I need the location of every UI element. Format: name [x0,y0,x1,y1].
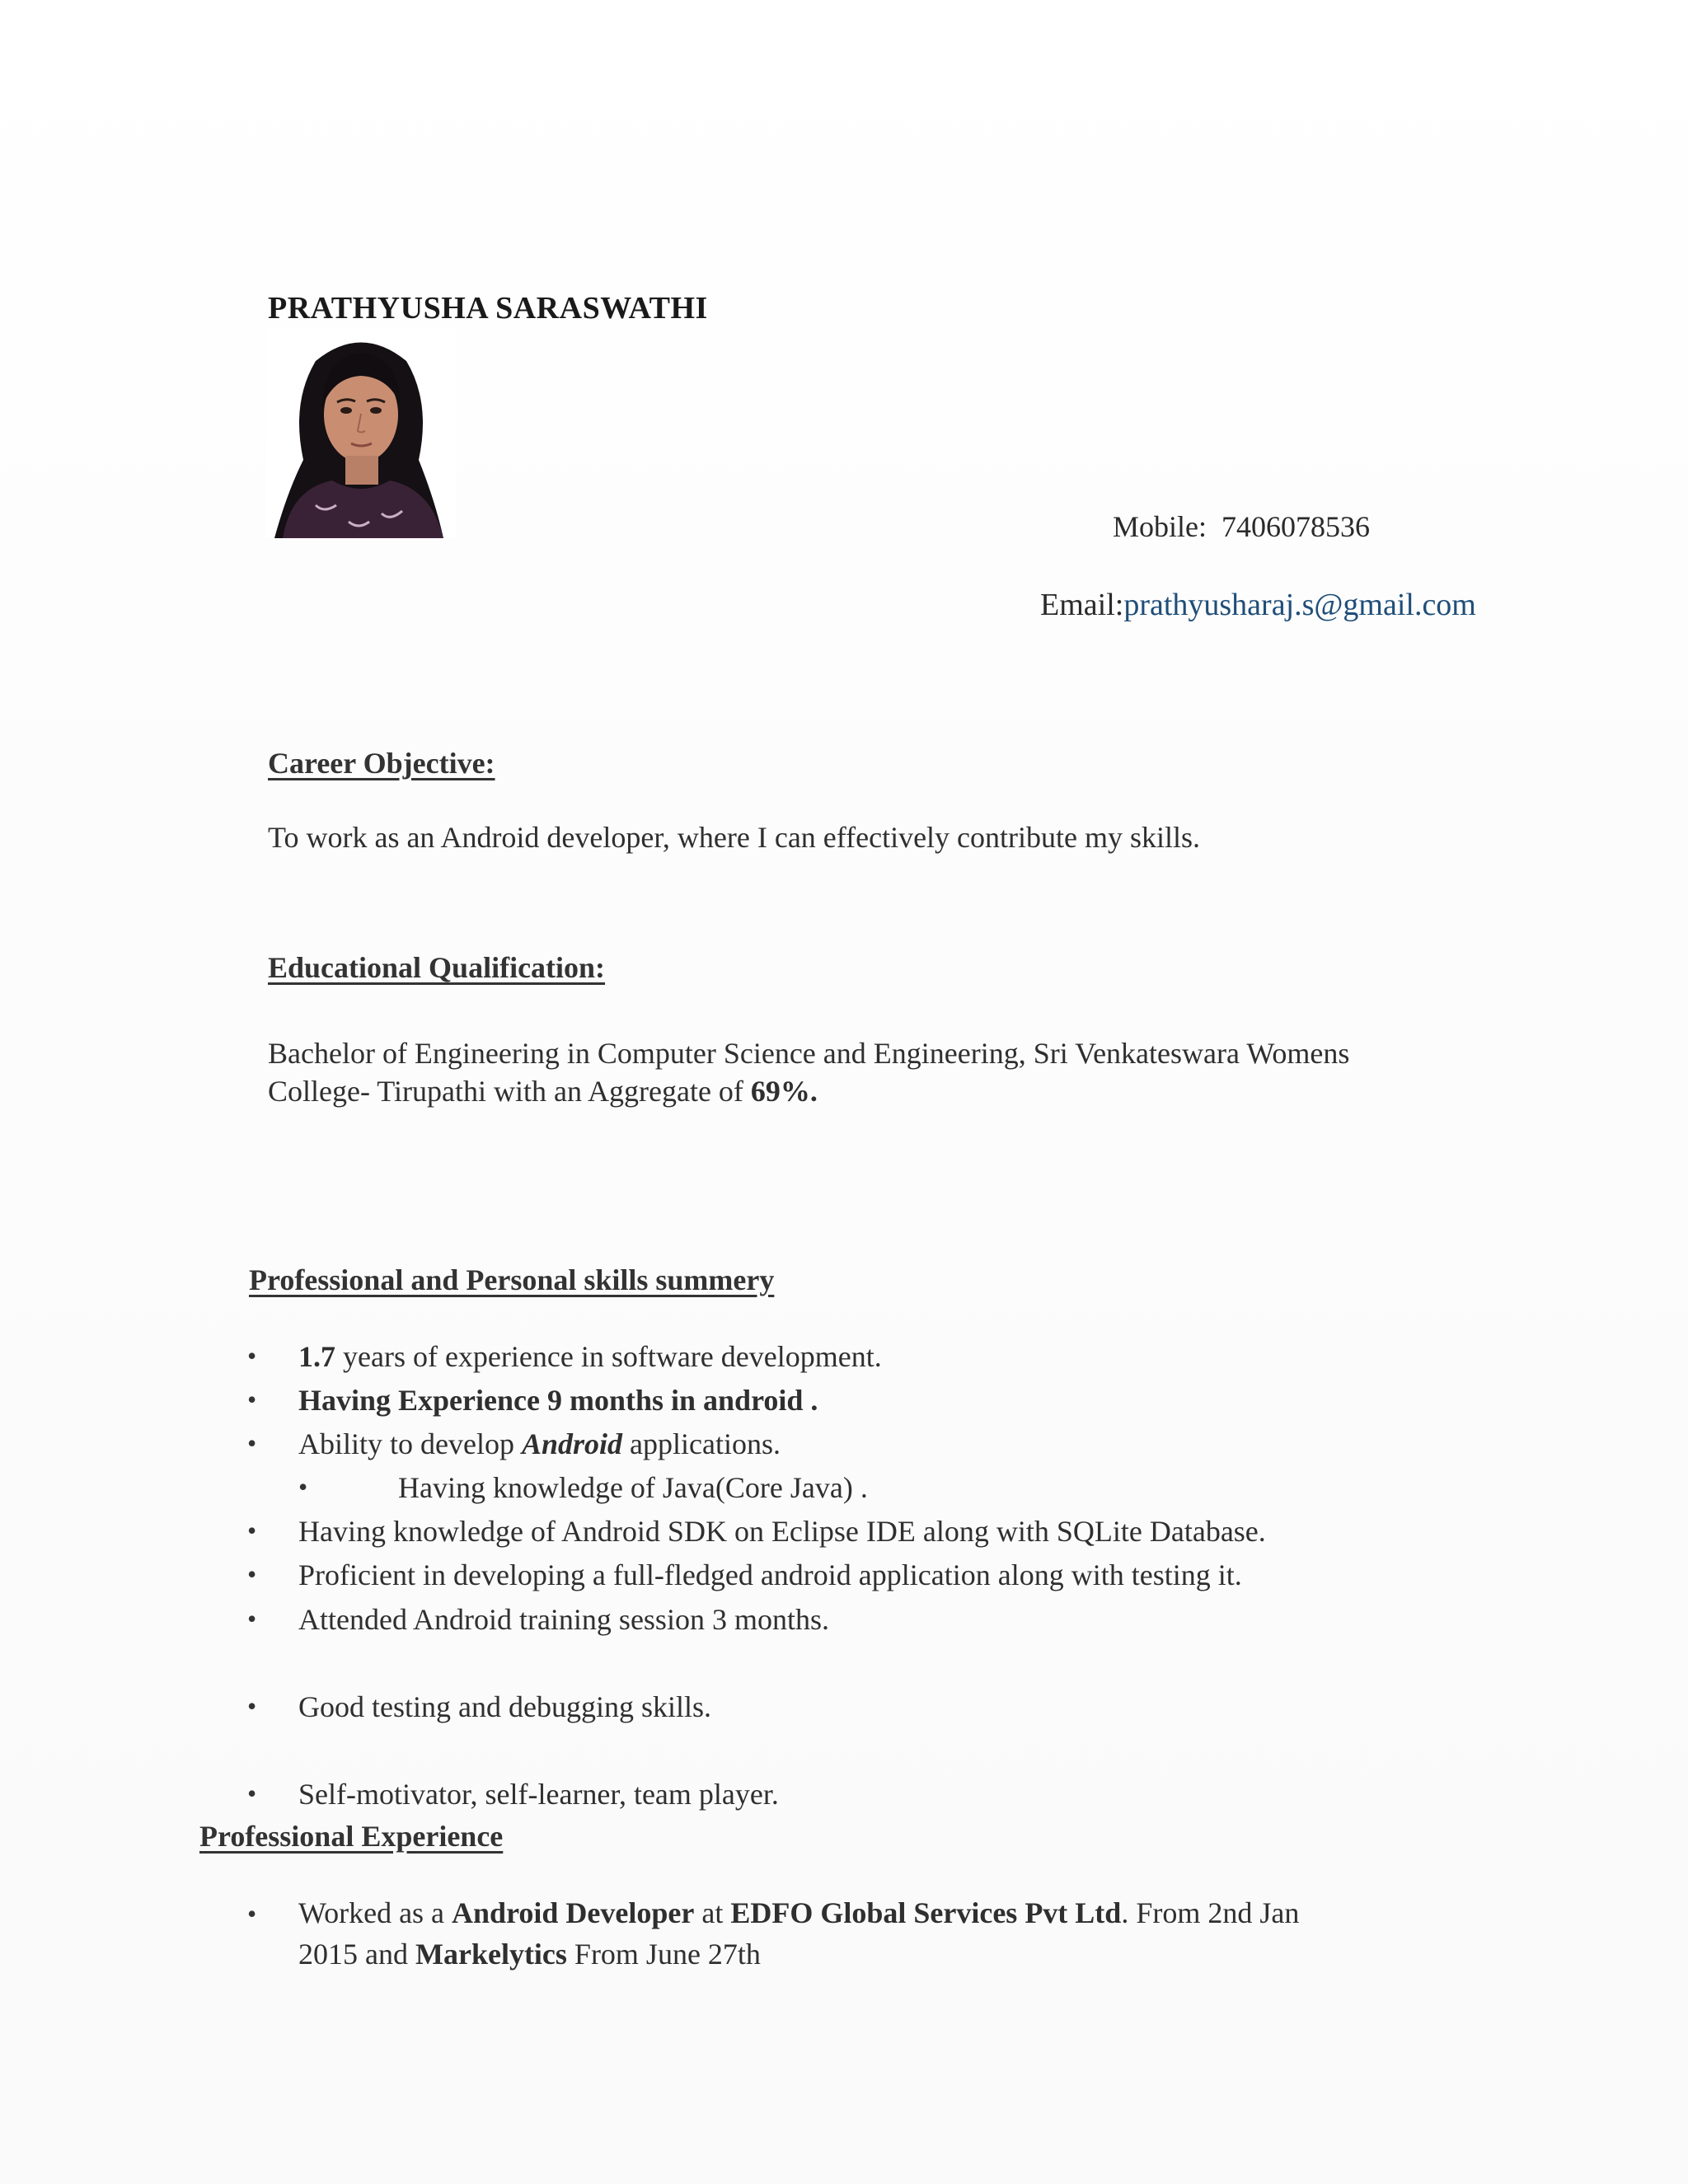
education-heading: Educational Qualification: [268,951,606,984]
mobile-label: Mobile: [1113,510,1207,543]
education-aggregate: 69%. [750,1075,818,1108]
contact-mobile [1113,509,1370,544]
experience-role: Android Developer [452,1896,695,1929]
bullet-icon: • [247,1559,257,1589]
education-line-2-text: College- Tirupathi with an Aggregate of [268,1075,751,1108]
bullet-icon: • [247,1779,257,1808]
bullet-icon: • [247,1385,257,1414]
email-link[interactable]: prathyusharaj.s@gmail.com [1123,588,1476,622]
experience-heading: Professional Experience [199,1820,504,1853]
career-objective-heading: Career Objective: [268,747,495,780]
skill-item-text: years of experience in software development. [335,1340,882,1373]
skill-item: Attended Android training session 3 months. [298,1603,829,1636]
bullet-icon: • [247,1604,257,1633]
experience-company-1: EDFO Global Services Pvt Ltd [730,1896,1122,1929]
skill-item [298,1339,882,1374]
skill-item: Proficient in developing a full-fledged android application along with testing it. [298,1558,1242,1591]
skill-item-bold: Having Experience 9 months in android . [298,1384,818,1417]
bullet-icon: • [247,1516,257,1545]
education-line-2 [268,1074,818,1108]
career-objective-text: To work as an Android developer, where I can effectively contribute my skills. [268,821,1201,854]
bullet-icon: • [247,1899,257,1929]
bullet-icon: • [298,1472,308,1502]
skill-item: Having knowledge of Android SDK on Eclipse IDE along with SQLite Database. [298,1515,1266,1548]
experience-text: . From 2nd Jan [1121,1896,1300,1929]
bullet-icon: • [247,1691,257,1721]
skill-item: Self-motivator, self-learner, team player. [298,1778,779,1811]
experience-company-2: Markelytics [415,1938,567,1971]
profile-photo [266,328,457,538]
skill-item [298,1383,818,1418]
skill-item: Good testing and debugging skills. [298,1690,711,1723]
contact-email [1040,587,1476,623]
experience-text: 2015 and [298,1938,415,1971]
skill-item: Having knowledge of Java(Core Java) . [398,1471,868,1504]
skill-item-bold: 1.7 [298,1340,335,1373]
skills-heading: Professional and Personal skills summery [249,1263,775,1296]
email-label: Email: [1040,588,1124,622]
skill-item-prefix: Ability to develop [298,1427,522,1460]
education-line-1: Bachelor of Engineering in Computer Science and Engineering, Sri Venkateswara Womens [268,1037,1350,1070]
bullet-icon: • [247,1428,257,1458]
profile-photo-image [266,328,457,538]
skill-item [298,1427,781,1461]
experience-line-2 [298,1937,761,1971]
experience-text: at [694,1896,731,1929]
experience-line-1 [298,1896,1299,1930]
skill-item-text: applications. [622,1427,781,1460]
mobile-number: 7406078536 [1221,510,1370,543]
candidate-name: PRATHYUSHA SARASWATHI [268,291,708,326]
experience-text: From June 27th [566,1938,761,1971]
bullet-icon: • [247,1341,257,1371]
experience-text: Worked as a [298,1896,452,1929]
skill-item-emphasis: Android [521,1427,623,1460]
